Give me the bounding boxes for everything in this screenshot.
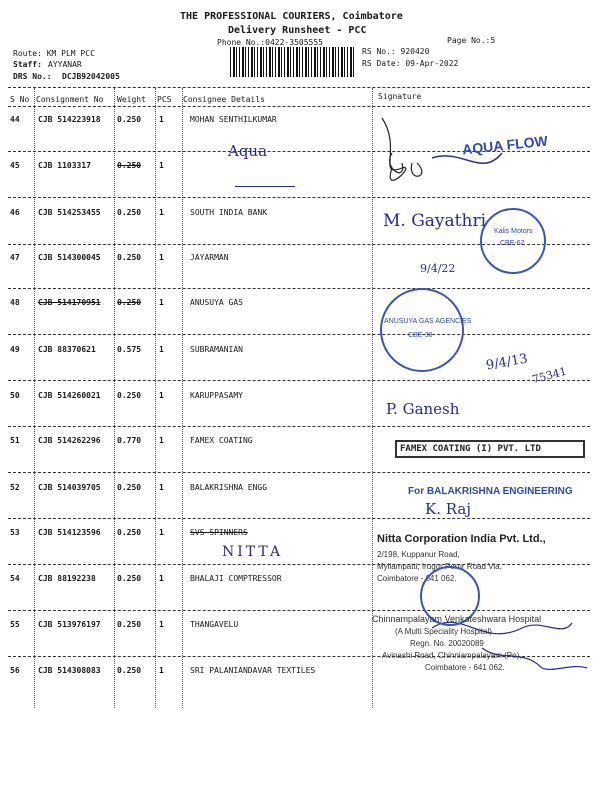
row-weight: 0.250: [117, 574, 142, 583]
motors-stamp-name: Kalis Motors: [494, 228, 533, 235]
row-consignment: CJB 514253455: [38, 208, 101, 217]
row-weight: 0.250: [117, 208, 142, 217]
scribble-45: [390, 153, 422, 176]
header-top-rule: [8, 87, 590, 88]
page-number: Page No.:5: [447, 36, 496, 45]
row-consignment: CJB 1103317: [38, 161, 91, 170]
route-label: Route: KM PLM PCC: [13, 49, 95, 58]
row-consignment: CJB 514170951: [38, 298, 101, 307]
staff-label: Staff:: [13, 60, 42, 69]
row-consignment: CJB 514039705: [38, 483, 101, 492]
row-consignee: KARUPPASAMY: [190, 391, 243, 400]
row-weight: 0.250: [117, 298, 142, 307]
row-pcs: 1: [159, 574, 164, 583]
balakrishna-stamp: For BALAKRISHNA ENGINEERING: [408, 486, 573, 497]
row-weight: 0.250: [117, 528, 142, 537]
row-consignee: SOUTH INDIA BANK: [190, 208, 268, 217]
row-consignment: CJB 514260021: [38, 391, 101, 400]
phone-number: Phone No.:0422-3505555: [217, 38, 323, 47]
row-consignment: CJB 513976197: [38, 620, 101, 629]
col-pcs: PCS: [157, 95, 172, 104]
row-consignee: ANUSUYA GAS: [190, 298, 243, 307]
barcode: [230, 47, 355, 77]
row-weight: 0.250: [117, 115, 142, 124]
row-weight: 0.575: [117, 345, 142, 354]
row-pcs: 1: [159, 115, 164, 124]
row-consignment: CJB 88370621: [38, 345, 96, 354]
row-consignee: BHALAJI COMPTRESSOR: [190, 574, 282, 583]
row-consignment: CJB 514308083: [38, 666, 101, 675]
row-sno: 48: [10, 298, 20, 307]
aqua-flow-stamp: AQUA FLOW: [461, 132, 549, 158]
row-weight: 0.770: [117, 436, 142, 445]
signature-row46: M. Gayathri: [383, 211, 487, 231]
row-pcs: 1: [159, 483, 164, 492]
row-consignment: CJB 514123596: [38, 528, 101, 537]
handwriting-nitta: NITTA: [222, 544, 284, 560]
nitta-stamp-line3: Myilampatti, Irugur Perur Road Via,: [377, 562, 502, 571]
row-pcs: 1: [159, 666, 164, 675]
header-bottom-rule: [8, 106, 590, 107]
row-weight: 0.250: [117, 253, 142, 262]
row-consignee: JAYARMAN: [190, 253, 229, 262]
row-consignee: FAMEX COATING: [190, 436, 253, 445]
row-consignee: SVS SPINNERS: [190, 528, 248, 537]
col-sno: S No: [10, 95, 30, 104]
signature-number-row49: 75341: [530, 364, 569, 387]
rs-date: RS Date: 09-Apr-2022: [362, 59, 459, 68]
row-sno: 49: [10, 345, 20, 354]
hospital-stamp-line2: (A Multi Speciality Hospital): [395, 627, 492, 636]
hospital-stamp-line4: Avinashi Road, Chinniampalayam (Po),: [382, 651, 522, 660]
row-weight: 0.250: [117, 483, 142, 492]
anusuya-stamp: [380, 288, 464, 372]
row-weight: 0.250: [117, 391, 142, 400]
row-sno: 46: [10, 208, 20, 217]
col-signature: Signature: [378, 92, 422, 101]
row-consignee: THANGAVELU: [190, 620, 239, 629]
row-sno: 51: [10, 436, 20, 445]
company-name: THE PROFESSIONAL COURIERS, Coimbatore: [180, 11, 403, 22]
row-pcs: 1: [159, 298, 164, 307]
row-sno: 50: [10, 391, 20, 400]
row-pcs: 1: [159, 345, 164, 354]
row-sno: 55: [10, 620, 20, 629]
row-consignee: BALAKRISHNA ENGG: [190, 483, 268, 492]
handwriting-row45: Aqua: [228, 142, 268, 160]
row-pcs: 1: [159, 620, 164, 629]
row-sno: 44: [10, 115, 20, 124]
hospital-stamp-line5: Coimbatore - 641 062.: [425, 663, 505, 672]
row-weight: 0.250: [117, 161, 142, 170]
row-weight: 0.250: [117, 620, 142, 629]
row-consignee: SUBRAMANIAN: [190, 345, 243, 354]
famex-stamp: FAMEX COATING (I) PVT. LTD: [395, 440, 585, 458]
nitta-stamp-line1: Nitta Corporation India Pvt. Ltd.,: [377, 533, 546, 545]
row-consignment: CJB 514300045: [38, 253, 101, 262]
hospital-stamp-line3: Regn. No. 20020089: [410, 639, 484, 648]
row-pcs: 1: [159, 528, 164, 537]
signature-date-row47: 9/4/22: [420, 262, 456, 275]
row-sno: 52: [10, 483, 20, 492]
col-sep: [155, 88, 156, 708]
row-sno: 53: [10, 528, 20, 537]
col-consignee: Consignee Details: [183, 95, 265, 104]
row-sno: 47: [10, 253, 20, 262]
row-pcs: 1: [159, 253, 164, 262]
row-consignment: CJB 514262296: [38, 436, 101, 445]
signature-date-row49: 9/4/13: [485, 351, 529, 374]
row-pcs: 1: [159, 436, 164, 445]
row-weight: 0.250: [117, 666, 142, 675]
drs-label: DRS No.:: [13, 72, 52, 81]
row-consignment: CJB 88192238: [38, 574, 96, 583]
anusuya-stamp-sub: CBE-38: [408, 332, 433, 339]
row-pcs: 1: [159, 208, 164, 217]
col-sep: [34, 88, 35, 708]
staff-value: AYYANAR: [48, 60, 82, 69]
col-consignment: Consignment No: [36, 95, 104, 104]
hospital-stamp-line1: Chinnampalayam Venkateshwara Hospital: [372, 614, 542, 624]
signature-row52: K. Raj: [425, 500, 471, 518]
nitta-stamp-line2: 2/198, Kuppanur Road,: [377, 550, 460, 559]
row-sno: 45: [10, 161, 20, 170]
signature-row50: P. Ganesh: [386, 400, 460, 418]
rs-number: RS No.: 920420: [362, 47, 430, 56]
document-title: Delivery Runsheet - PCC: [228, 25, 367, 36]
col-sep: [182, 88, 183, 708]
col-weight: Weight: [117, 95, 146, 104]
row-sno: 54: [10, 574, 20, 583]
row-pcs: 1: [159, 161, 164, 170]
nitta-stamp-line4: Coimbatore - 641 062.: [377, 574, 457, 583]
row-sno: 56: [10, 666, 20, 675]
anusuya-stamp-name: ANUSUYA GAS AGENCIES: [384, 318, 472, 325]
col-sep: [114, 88, 115, 708]
motors-stamp-sub: CBE-62: [500, 240, 525, 247]
drs-value: DCJB92042005: [62, 72, 120, 81]
row-pcs: 1: [159, 391, 164, 400]
row-consignment: CJB 514223918: [38, 115, 101, 124]
row-consignee: MOHAN SENTHILKUMAR: [190, 115, 277, 124]
row-consignee: SRI PALANIANDAVAR TEXTILES: [190, 666, 316, 675]
handwriting-dash: [235, 186, 295, 187]
